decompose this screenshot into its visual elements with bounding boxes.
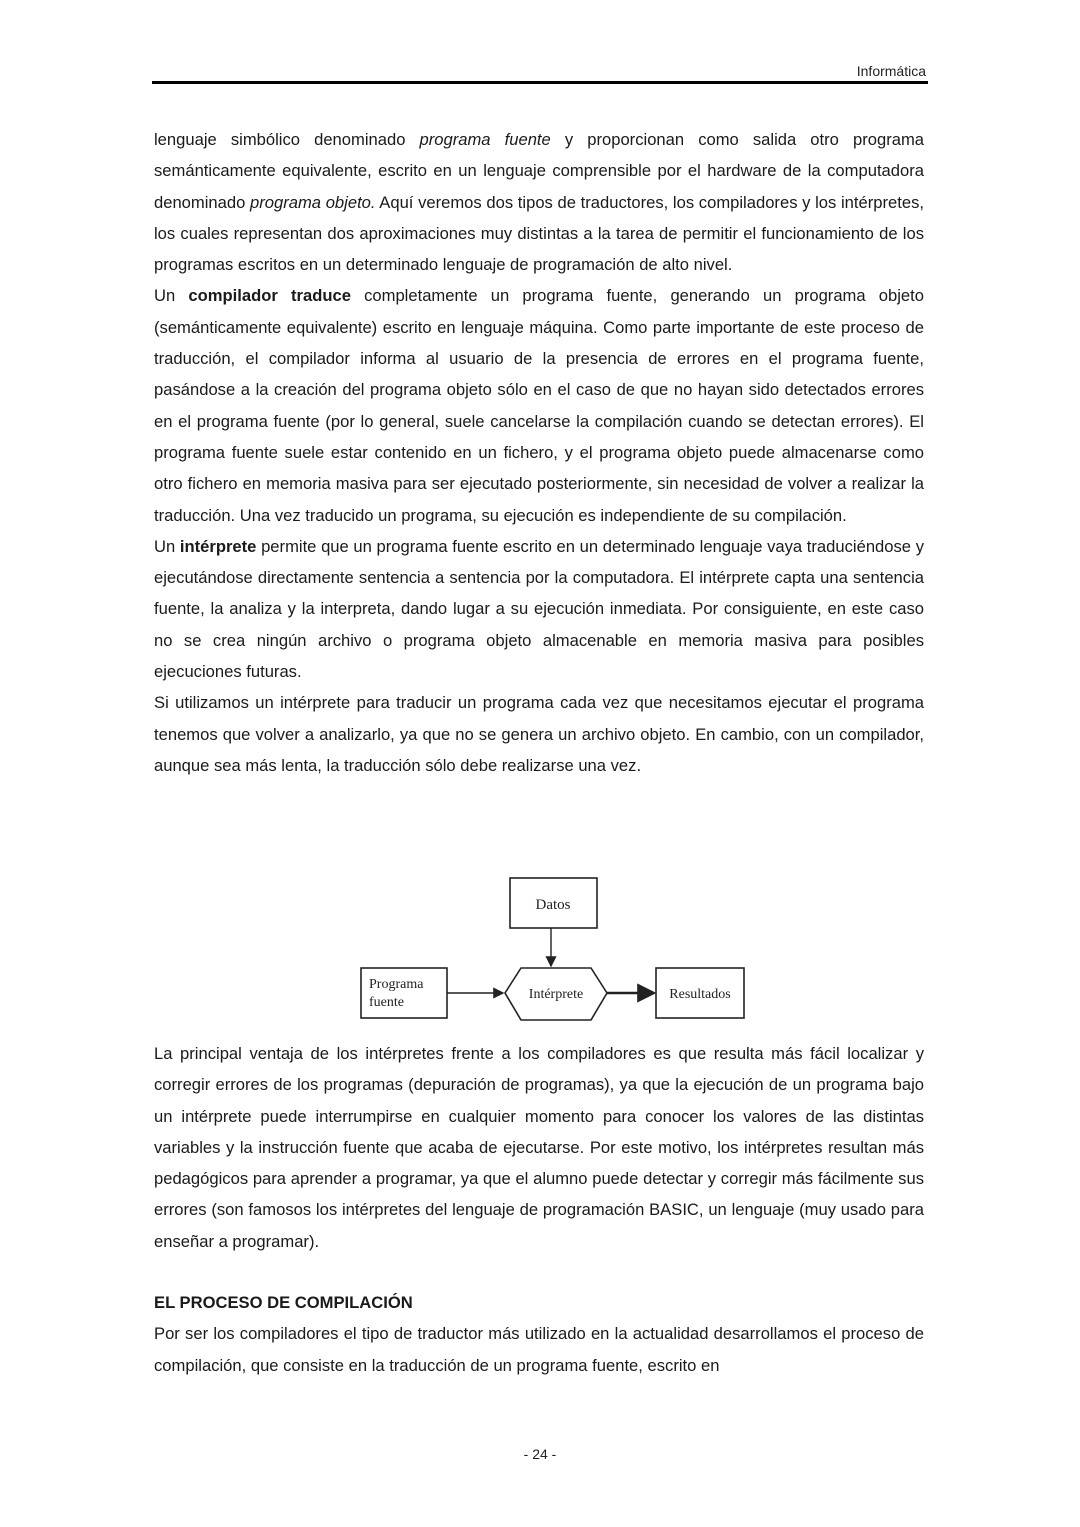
- header-rule: [152, 81, 928, 84]
- svg-text:Intérprete: Intérprete: [528, 987, 584, 1002]
- datos-box: [510, 878, 597, 928]
- text-block-proceso: [154, 1287, 924, 1381]
- running-header: Informática: [856, 63, 926, 79]
- svg-text:Datos: Datos: [535, 897, 571, 913]
- term-interprete: intérprete: [179, 536, 257, 556]
- paragraph-ventaja: La principal ventaja de los intérpretes frente a los compiladores es que resulta más fácil localizar y corregir errores de los programas (depuración de programas), ya que la ejecución de un programa bajo un intérprete puede interrumpirse en cualquier momento para conocer los valores de las distintas variables y la instrucción fuente que acaba de ejecutarse. Por este motivo, los intérpretes resultan más pedagógicos para aprender a programar, ya que el alumno puede detectar y corregir más fácilmente sus errores (son famosos los intérpretes del lenguaje de programación BASIC, un lenguaje (muy usado para enseñar a programar).: [154, 1044, 924, 1251]
- page-number: - 24 -: [523, 1446, 557, 1462]
- interprete-hexagon: [505, 968, 607, 1020]
- svg-text:Resultados: Resultados: [669, 987, 731, 1002]
- paragraph-comparacion: Si utilizamos un intérprete para traducir un programa cada vez que necesitamos ejecutar el programa tenemos que volver a analizarlo, ya que no se genera un archivo objeto. En cambio, con un compilador, aunque sea más lenta, la traducción sólo debe realizarse una vez.: [154, 693, 924, 775]
- paragraph-compilador: Un compilador traduce completamente un programa fuente, generando un programa objeto (semánticamente equivalente) escrito en lenguaje máquina. Como parte importante de este proceso de traducción, el compilador informa al usuario de la presencia de errores en el programa fuente, pasándose a la creación del programa objeto sólo en el caso de que no hayan sido detectados errores en el programa fuente (por lo general, suele cancelarse la compilación cuando se detectan errores). El programa fuente suele estar contenido en un fichero, y el programa objeto puede almacenarse como otro fichero en memoria masiva para ser ejecutado posteriormente, sin necesidad de volver a realizar la traducción. Una vez traducido un programa, su ejecución es independiente de su compilación.: [154, 286, 924, 525]
- svg-text:fuente: fuente: [369, 995, 404, 1010]
- term-programa-objeto: programa objeto.: [250, 192, 376, 212]
- programa-fuente-box: [361, 968, 447, 1018]
- interpreter-diagram: [355, 870, 755, 1030]
- resultados-box: [656, 968, 744, 1018]
- section-heading: EL PROCESO DE COMPILACIÓN: [154, 1293, 413, 1312]
- term-programa-fuente: programa fuente: [419, 130, 551, 149]
- term-compilador: compilador traduce: [188, 286, 351, 306]
- svg-text:Programa: Programa: [369, 977, 424, 992]
- diagram-svg: [355, 870, 755, 1030]
- text-block-upper: [154, 124, 924, 781]
- text-block-ventaja: [154, 1038, 924, 1257]
- paragraph-intro: lenguaje simbólico denominado programa fuente y proporcionan como salida otro programa semánticamente equivalente, escrito en un lenguaje comprensible por el hardware de la computadora denominado programa objeto. Aquí veremos dos tipos de traductores, los compiladores y los intérpretes, los cuales representan dos aproximaciones muy distintas a la tarea de permitir el funcionamiento de los programas escritos en un determinado lenguaje de programación de alto nivel.: [154, 130, 925, 275]
- paragraph-interprete: Un intérprete permite que un programa fuente escrito en un determinado lenguaje vaya traduciéndose y ejecutándose directamente sentencia a sentencia por la computadora. El intérprete capta una sentencia fuente, la analiza y la interpreta, dando lugar a su ejecución inmediata. Por consiguiente, en este caso no se crea ningún archivo o programa objeto almacenable en memoria masiva para posibles ejecuciones futuras.: [154, 536, 924, 682]
- paragraph-proceso: Por ser los compiladores el tipo de traductor más utilizado en la actualidad desarrollamos el proceso de compilación, que consiste en la traducción de un programa fuente, escrito en: [154, 1324, 924, 1375]
